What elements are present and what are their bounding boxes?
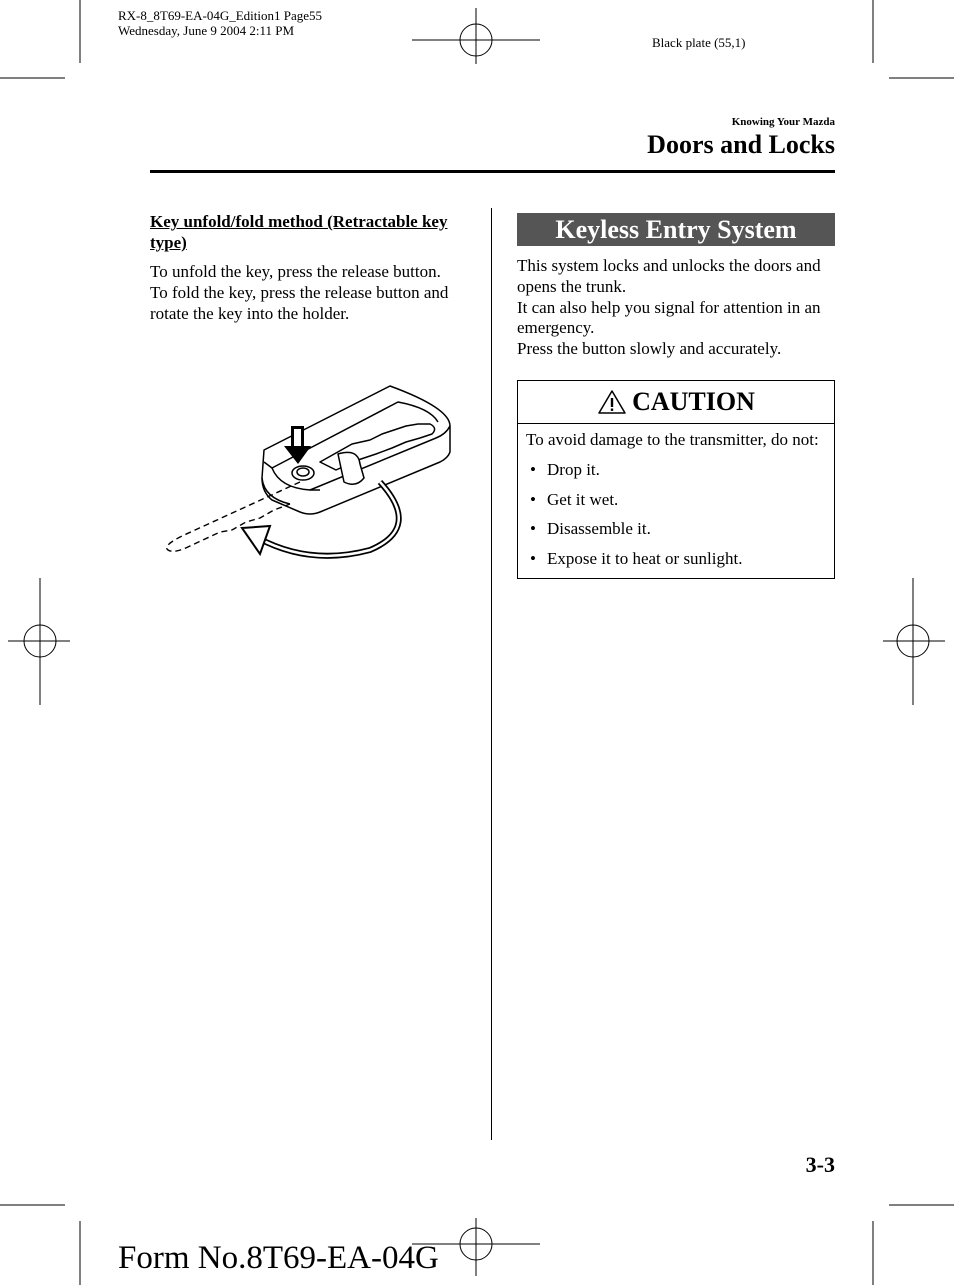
list-item: • Get it wet. — [530, 489, 619, 509]
fold-instruction: To fold the key, press the release button and rotate the key into the holder. — [150, 282, 449, 323]
caution-title: CAUTION — [632, 386, 755, 416]
bullet-icon: • — [530, 519, 536, 539]
unfold-instruction: To unfold the key, press the release button. — [150, 262, 441, 281]
bullet-icon: • — [530, 489, 536, 509]
bullet-icon: • — [530, 549, 536, 569]
caution-body — [518, 424, 834, 578]
page-number: 3-3 — [805, 1152, 835, 1177]
printer-line-1: RX-8_8T69-EA-04G_Edition1 Page55 — [118, 8, 323, 23]
printer-line-2: Wednesday, June 9 2004 2:11 PM — [118, 23, 295, 38]
left-column — [150, 211, 460, 324]
form-number: Form No.8T69-EA-04G — [118, 1240, 439, 1276]
key-fold-subheading: Key unfold/fold method (Retractable key type) — [150, 212, 448, 252]
list-item: • Expose it to heat or sunlight. — [530, 549, 743, 569]
caution-box — [517, 380, 835, 579]
column-divider — [491, 208, 492, 1140]
intro-text-1: This system locks and unlocks the doors and opens the trunk. — [517, 256, 821, 296]
header-rule — [150, 170, 835, 173]
list-item: • Disassemble it. — [530, 519, 651, 539]
section-subtitle: Knowing Your Mazda — [731, 116, 835, 128]
intro-text-2: It can also help you signal for attention in an emergency. — [517, 297, 821, 338]
printer-info — [118, 8, 322, 38]
plate-label: Black plate (55,1) — [652, 35, 746, 50]
caution-lead: To avoid damage to the transmitter, do not: — [526, 429, 819, 449]
list-item: • Drop it. — [530, 459, 600, 479]
intro-text-3: Press the button slowly and accurately. — [517, 339, 782, 359]
caution-list — [526, 460, 826, 570]
warning-triangle-icon — [597, 389, 627, 415]
bullet-icon: • — [530, 459, 536, 479]
right-column — [517, 213, 835, 579]
retractable-key-illustration — [160, 378, 460, 568]
section-banner: Keyless Entry System — [517, 213, 835, 246]
caution-header — [518, 381, 834, 424]
section-title: Doors and Locks — [647, 130, 835, 159]
